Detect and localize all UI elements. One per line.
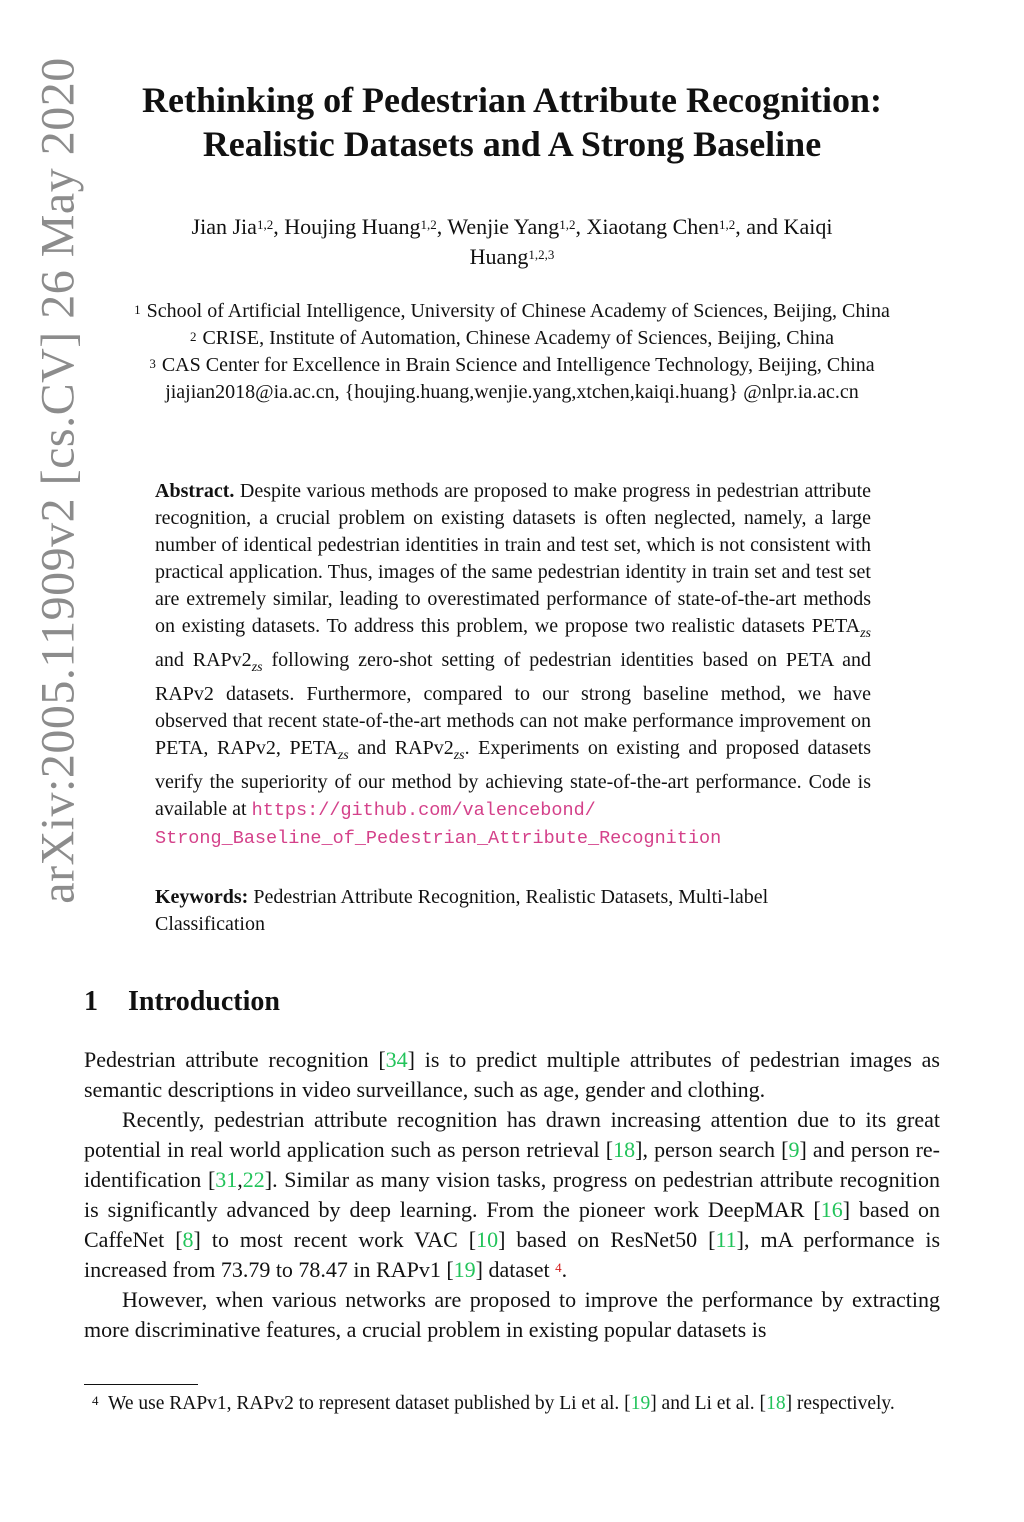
keywords-text: Pedestrian Attribute Recognition, Realistic Datasets, Multi-label Classification: [155, 886, 769, 935]
footnote: [92, 1390, 940, 1417]
author-separator: ,: [273, 214, 285, 239]
citation-link[interactable]: 18: [613, 1137, 636, 1162]
abstract-text: Despite various methods are proposed to make progress in pedestrian attribute recognition, a crucial problem on existing datasets is often neglected, namely, a large number of identical pedestrian identities in train and test set, which is not consistent with practical application. Thus, images of the same pedestrian identity in train set and test set are extremely similar, leading to overestimated performance of state-of-the-art methods on existing datasets. To address this problem, we propose two realistic datasets PETA: [155, 480, 872, 637]
paragraph: [84, 1105, 940, 1285]
abstract-text: following zero-shot setting of pedestrian identities based on PETA and RAPv2 datasets. Furthermore, compared to our strong baseline method, we have observed that recent state-of-the-art methods can not make performance improvement on PETA, RAPv2, PETA: [155, 649, 871, 759]
affiliation-text: School of Artificial Intelligence, University of Chinese Academy of Sciences, Beijing, China: [146, 300, 890, 322]
email-line: jiajian2018@ia.ac.cn, {houjing.huang,wenjie.yang,xtchen,kaiqi.huang} @nlpr.ia.ac.cn: [165, 381, 859, 403]
footnote-text: We use RAPv1, RAPv2 to represent dataset published by Li et al. [: [108, 1393, 631, 1414]
citation-link[interactable]: 8: [182, 1227, 194, 1252]
section-heading: [84, 986, 280, 1018]
author-affil-sup: 1,2: [719, 217, 736, 232]
paragraph-text: ] based on CaffeNet [: [84, 1197, 941, 1252]
affiliation-number: 2: [189, 329, 197, 344]
paragraph-text: ] and person re-identification [: [84, 1137, 940, 1192]
paragraph-text: .: [561, 1257, 568, 1282]
paragraph-text: ] to most recent work VAC [: [193, 1227, 477, 1252]
footnote-marker[interactable]: 4: [555, 1260, 562, 1275]
paragraph-text: However, when various networks are proposed to improve the performance by extracting more discriminative features, a crucial problem in existing popular datasets is: [84, 1287, 940, 1342]
title-line-1: Rethinking of Pedestrian Attribute Recognition:: [142, 80, 882, 120]
keywords-label: Keywords:: [155, 886, 249, 908]
subscript-zs: zs: [251, 660, 263, 675]
author-separator: , and Kaiqi: [735, 214, 833, 239]
citation-link[interactable]: 19: [453, 1257, 476, 1282]
code-url-part-1[interactable]: https://github.com/valencebond/: [251, 800, 596, 821]
subscript-zs: zs: [860, 626, 871, 641]
footnote-text: ] respectively.: [785, 1393, 895, 1414]
abstract-text: and RAPv2: [155, 649, 252, 671]
citation-link[interactable]: 18: [766, 1393, 786, 1414]
abstract-text: . Experiments on existing and proposed datasets verify the superiority of our method by achieving state-of-the-art performance. Code is available at: [155, 737, 871, 820]
citation-link[interactable]: 9: [788, 1137, 800, 1162]
abstract-text: and RAPv2: [348, 737, 454, 759]
citation-link[interactable]: 11: [715, 1227, 737, 1252]
subscript-zs: zs: [337, 748, 349, 763]
affiliation-text: CAS Center for Excellence in Brain Science and Intelligence Technology, Beijing, China: [161, 354, 875, 376]
paragraph-text: ] dataset: [475, 1257, 556, 1282]
section-body: [84, 1045, 940, 1345]
title-line-2: Realistic Datasets and A Strong Baseline: [202, 124, 822, 164]
author-affil-sup: 1,2: [420, 217, 437, 232]
footnote-text: ] and Li et al. [: [650, 1393, 767, 1414]
footnote-divider: [84, 1384, 198, 1385]
section-number: 1: [84, 986, 98, 1017]
paper-title: [0, 78, 1024, 166]
footnote-number: 4: [92, 1393, 99, 1408]
affiliations: [80, 298, 944, 406]
keywords: [155, 884, 871, 938]
citation-link[interactable]: 10: [476, 1227, 499, 1252]
citation-link[interactable]: 34: [385, 1047, 408, 1072]
paragraph-text: ] is to predict multiple attributes of pedestrian images as semantic descriptions in video surveillance, such as age, gender and clothing.: [84, 1047, 940, 1102]
author-name: Xiaotang Chen: [586, 214, 720, 239]
paragraph-text: ,: [237, 1167, 243, 1192]
abstract: [155, 478, 871, 852]
author-affil-sup: 1,2: [256, 217, 274, 232]
abstract-label: Abstract.: [155, 480, 235, 502]
author-list: [120, 212, 904, 272]
citation-link[interactable]: 22: [242, 1167, 265, 1192]
author-separator: ,: [575, 214, 587, 239]
arxiv-identifier: arXiv:2005.11909v2 [cs.CV] 26 May 2020: [31, 56, 85, 904]
paragraph: [84, 1285, 940, 1345]
affiliation-number: 1: [134, 302, 141, 317]
paragraph: [84, 1045, 940, 1105]
author-name: Jian Jia: [191, 214, 257, 239]
paragraph-text: Pedestrian attribute recognition [: [84, 1047, 386, 1072]
affiliation-line: [80, 325, 944, 352]
author-name: Wenjie Yang: [447, 214, 560, 239]
affiliation-line: [80, 352, 944, 379]
paragraph-text: ] based on ResNet50 [: [498, 1227, 716, 1252]
author-affil-sup: 1,2,3: [528, 247, 555, 262]
section-title: Introduction: [128, 986, 280, 1017]
citation-link[interactable]: 19: [630, 1393, 651, 1414]
code-url-part-2[interactable]: Strong_Baseline_of_Pedestrian_Attribute_Recognition: [155, 828, 722, 849]
affiliation-text: CRISE, Institute of Automation, Chinese Academy of Sciences, Beijing, China: [202, 327, 835, 349]
citation-link[interactable]: 31: [215, 1167, 238, 1192]
paragraph-text: ]. Similar as many vision tasks, progress on pedestrian attribute recognition is significantly advanced by deep learning. From the pioneer work DeepMAR [: [84, 1167, 940, 1222]
affiliation-number: 3: [149, 356, 156, 371]
subscript-zs: zs: [453, 748, 465, 763]
author-affil-sup: 1,2: [559, 217, 576, 232]
author-name: Houjing Huang: [284, 214, 421, 239]
paragraph-text: Recently, pedestrian attribute recognition has drawn increasing attention due to its great potential in real world application such as person retrieval [: [84, 1107, 940, 1162]
affiliation-line: [80, 298, 944, 325]
citation-link[interactable]: 16: [820, 1197, 843, 1222]
paragraph-text: ], mA performance is increased from 73.79 to 78.47 in RAPv1 [: [84, 1227, 941, 1282]
paragraph-text: ], person search [: [635, 1137, 789, 1162]
author-separator: ,: [436, 214, 448, 239]
author-name: Huang: [469, 244, 529, 269]
